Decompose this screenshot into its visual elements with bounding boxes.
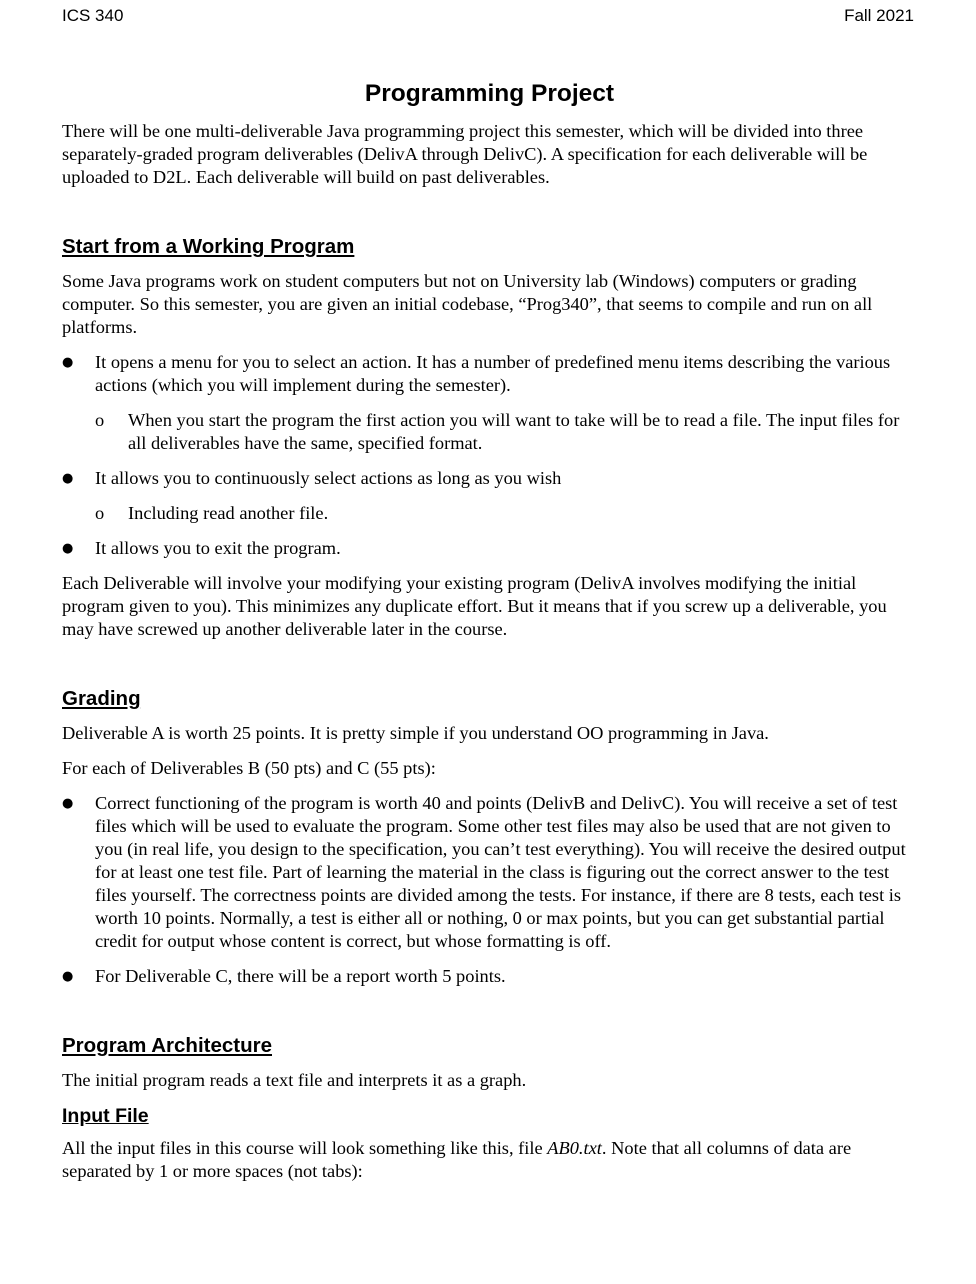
bullet-icon: ● bbox=[62, 969, 74, 984]
working-program-paragraph: Some Java programs work on student computers but not on University lab (Windows) computers or grading computer. So this semester, you are given an initial codebase, “Prog340”, that seems to compile and run on all platforms. bbox=[62, 271, 873, 337]
list-item-text: It allows you to continuously select actions as long as you wish bbox=[95, 468, 562, 488]
list-item-text: For Deliverable C, there will be a report worth 5 points. bbox=[95, 966, 506, 986]
header-term: Fall 2021 bbox=[844, 6, 914, 25]
bullet-icon: ● bbox=[62, 796, 74, 811]
input-file-paragraph bbox=[62, 1137, 917, 1183]
list-item-text: It opens a menu for you to select an action. It has a number of predefined menu items describing the various actions (which you will implement during the semester). bbox=[95, 352, 891, 395]
sub-list-item-text: Including read another file. bbox=[128, 503, 329, 523]
sub-list-item-text: When you start the program the first action you will want to take will be to read a file. The input files for all deliverables have the same, specified format. bbox=[128, 410, 900, 453]
sub-bullet-icon: o bbox=[95, 503, 105, 523]
bullet-icon: ● bbox=[62, 541, 74, 556]
sub-list-item bbox=[62, 502, 917, 525]
bullet-icon: ● bbox=[62, 355, 74, 370]
page-title: Programming Project bbox=[364, 80, 615, 107]
section-heading-architecture: Program Architecture bbox=[62, 1034, 272, 1057]
input-file-text-2: . Note that all columns of data are separated by 1 or more spaces (not tabs): bbox=[62, 1138, 852, 1181]
intro-paragraph: There will be one multi-deliverable Java programming project this semester, which will be divided into three separately-graded program deliverables (DelivA through DelivC). A specification for each deliverable will be uploaded to D2L. Each deliverable will build on past deliverables. bbox=[62, 121, 868, 187]
bullet-icon: ● bbox=[62, 471, 74, 486]
list-item-text: Correct functioning of the program is worth 40 and points (DelivB and DelivC). You will receive a set of test files which will be used to evaluate the program. Some other test files may also be used that are not given to you (in real life, you design to the specification, you can’t test everything). You will receive the desired output for at least one test file. Part of learning the material in the class is figuring out the correct answer to the test files yourself. The correctness points are divided among the tests. For instance, if there are 8 tests, each test is worth 10 points. Normally, a test is either all or nothing, 0 or max points, but you can get substantial partial credit for output whose content is correct, but whose formatting is off. bbox=[95, 793, 906, 951]
list-item bbox=[62, 351, 917, 397]
input-file-name: AB0.txt bbox=[547, 1138, 602, 1158]
grading-paragraph-1: Deliverable A is worth 25 points. It is pretty simple if you understand OO programming in Java. bbox=[62, 723, 769, 743]
list-item bbox=[62, 965, 917, 988]
grading-paragraph-2: For each of Deliverables B (50 pts) and C (55 pts): bbox=[62, 758, 436, 778]
deliverable-paragraph: Each Deliverable will involve your modifying your existing program (DelivA involves modifying the initial program given to you). This minimizes any duplicate effort. But it means that if you screw up a deliverable, you may have screwed up another deliverable later in the course. bbox=[62, 573, 887, 639]
document-body bbox=[62, 78, 917, 1195]
architecture-paragraph: The initial program reads a text file and interprets it as a graph. bbox=[62, 1070, 527, 1090]
input-file-text-1: All the input files in this course will look something like this, file bbox=[62, 1138, 548, 1158]
section-heading-working-program: Start from a Working Program bbox=[62, 235, 355, 258]
list-item-text: It allows you to exit the program. bbox=[95, 538, 341, 558]
header-course: ICS 340 bbox=[62, 6, 124, 25]
sub-bullet-icon: o bbox=[95, 410, 105, 430]
list-item bbox=[62, 537, 917, 560]
section-heading-grading: Grading bbox=[62, 687, 141, 710]
sub-list-item bbox=[62, 409, 917, 455]
subsection-heading-input-file: Input File bbox=[62, 1105, 149, 1127]
list-item bbox=[62, 792, 917, 953]
list-item bbox=[62, 467, 917, 490]
